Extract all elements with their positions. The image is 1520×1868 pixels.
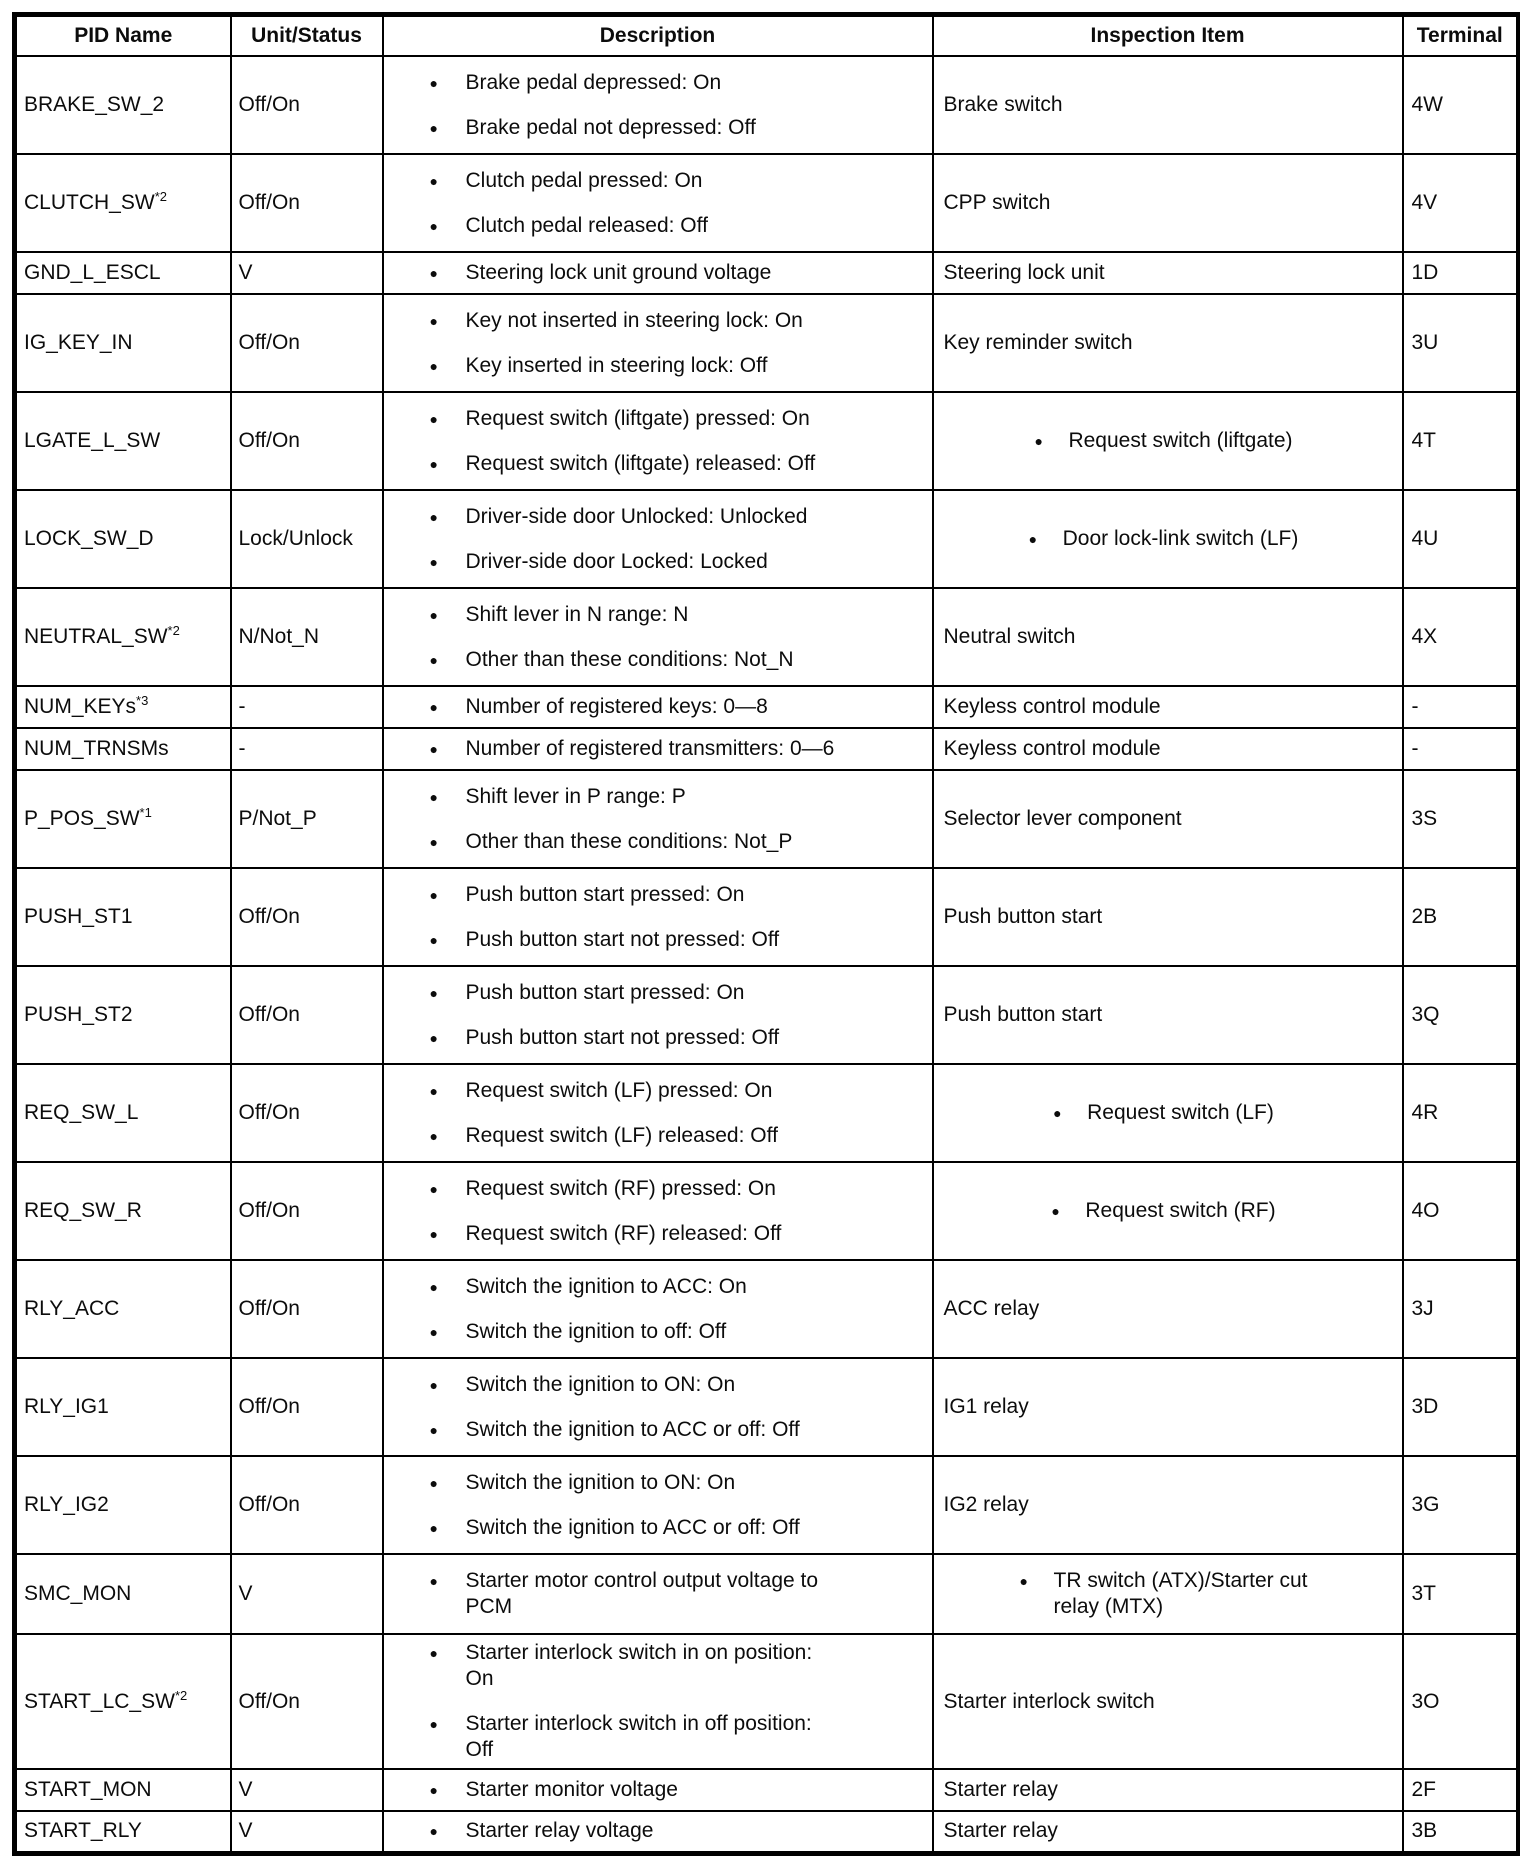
inspection-cell: Push button start <box>933 868 1403 966</box>
bullet-text: Switch the ignition to ON: On <box>465 1470 736 1494</box>
inspection-bullet-block <box>934 1568 1394 1620</box>
unit-status-cell: - <box>231 686 383 728</box>
bullet-icon: ● <box>1053 1105 1062 1121</box>
inspection-cell <box>933 1162 1403 1260</box>
bullet-icon: ● <box>429 357 438 374</box>
bullet-icon: ● <box>429 455 438 472</box>
table-row <box>15 392 1519 490</box>
terminal-cell: 3D <box>1403 1358 1519 1456</box>
col-header-description: Description <box>383 15 933 57</box>
table-row <box>15 770 1519 868</box>
bullet-item <box>430 504 924 530</box>
table-row <box>15 1456 1519 1554</box>
bullet-item <box>430 451 924 477</box>
bullet-item <box>430 1711 924 1763</box>
bullet-text: Request switch (RF) released: Off <box>465 1221 782 1245</box>
bullet-text: Key inserted in steering lock: Off <box>465 353 768 377</box>
bullet-text: Number of registered keys: 0—8 <box>465 695 768 718</box>
bullet-icon: ● <box>429 217 438 234</box>
pid-cell <box>15 1358 231 1456</box>
bullet-item <box>430 784 924 810</box>
bullet-item <box>430 1176 924 1202</box>
bullet-text: Clutch pedal released: Off <box>465 213 708 237</box>
pid-text: PUSH_ST2 <box>24 1003 133 1026</box>
bullet-text: Push button start pressed: On <box>465 882 745 906</box>
pid-cell <box>15 1456 231 1554</box>
unit-status-cell: Off/On <box>231 966 383 1064</box>
inspection-bullet-block <box>934 1198 1394 1224</box>
description-cell <box>383 1769 933 1811</box>
terminal-cell: 3T <box>1403 1554 1519 1634</box>
unit-status-cell: V <box>231 1769 383 1811</box>
table-row <box>15 1769 1519 1811</box>
inspection-cell: Starter relay <box>933 1811 1403 1853</box>
table-row <box>15 1162 1519 1260</box>
unit-status-cell: V <box>231 1811 383 1853</box>
bullet-item <box>430 602 924 628</box>
table-row <box>15 686 1519 728</box>
description-cell <box>383 868 933 966</box>
col-header-inspection-item: Inspection Item <box>933 15 1403 57</box>
inspection-cell: Keyless control module <box>933 686 1403 728</box>
pid-superscript: *2 <box>174 1687 188 1703</box>
pid-cell <box>15 966 231 1064</box>
unit-status-cell: Off/On <box>231 868 383 966</box>
pid-superscript: *2 <box>154 189 167 204</box>
inspection-cell: Starter relay <box>933 1769 1403 1811</box>
terminal-cell: - <box>1403 728 1519 770</box>
pid-superscript: *2 <box>167 623 180 638</box>
bullet-item <box>430 1274 924 1300</box>
pid-text: RLY_IG1 <box>24 1395 109 1418</box>
pid-text: LGATE_L_SW <box>24 429 161 452</box>
pid-text: REQ_SW_L <box>24 1101 139 1124</box>
bullet-text: Request switch (LF) <box>1087 1101 1274 1124</box>
pid-superscript: *1 <box>139 805 152 820</box>
bullet-icon: ● <box>429 788 438 805</box>
table-row <box>15 868 1519 966</box>
bullet-text: Key not inserted in steering lock: On <box>465 308 803 332</box>
bullet-icon: ● <box>429 699 438 715</box>
bullet-item <box>430 1568 924 1620</box>
table-row <box>15 1260 1519 1358</box>
bullet-item <box>430 549 924 575</box>
bullet-item <box>430 308 924 334</box>
bullet-text: Brake pedal not depressed: Off <box>465 115 756 139</box>
unit-status-cell: Off/On <box>231 1358 383 1456</box>
bullet-item <box>430 1818 924 1844</box>
col-header-pid-name: PID Name <box>15 15 231 57</box>
description-cell <box>383 56 933 154</box>
bullet-text: Starter monitor voltage <box>465 1778 678 1801</box>
bullet-icon: ● <box>429 1127 438 1144</box>
bullet-icon: ● <box>429 1474 438 1491</box>
pid-cell <box>15 294 231 392</box>
bullet-item <box>430 1025 924 1051</box>
bullet-text: Shift lever in N range: N <box>465 602 689 626</box>
pid-cell <box>15 1769 231 1811</box>
inspection-cell: IG1 relay <box>933 1358 1403 1456</box>
table-row <box>15 154 1519 252</box>
pid-text: PUSH_ST1 <box>24 905 133 928</box>
terminal-cell: 3O <box>1403 1634 1519 1769</box>
bullet-icon: ● <box>429 410 438 427</box>
inspection-cell <box>933 1554 1403 1634</box>
pid-text: REQ_SW_R <box>24 1199 142 1222</box>
bullet-icon: ● <box>429 984 438 1001</box>
inspection-bullet-block <box>934 428 1394 454</box>
bullet-icon: ● <box>429 1180 438 1197</box>
inspection-cell: Push button start <box>933 966 1403 1064</box>
pid-cell <box>15 1811 231 1853</box>
bullet-icon: ● <box>429 553 438 570</box>
inspection-cell <box>933 1064 1403 1162</box>
bullet-icon: ● <box>429 1225 438 1242</box>
col-header-terminal: Terminal <box>1403 15 1519 57</box>
description-cell <box>383 1162 933 1260</box>
bullet-text: Request switch (LF) pressed: On <box>465 1078 773 1102</box>
terminal-cell: 3G <box>1403 1456 1519 1554</box>
pid-text: RLY_IG2 <box>24 1493 109 1516</box>
unit-status-cell: Off/On <box>231 1634 383 1769</box>
bullet-icon: ● <box>429 1082 438 1099</box>
pid-text: NUM_KEYs <box>24 695 137 718</box>
bullet-text: Push button start not pressed: Off <box>465 927 780 951</box>
unit-status-cell: - <box>231 728 383 770</box>
inspection-cell <box>933 392 1403 490</box>
table-row <box>15 1358 1519 1456</box>
bullet-item <box>430 1515 924 1541</box>
bullet-text: Starter relay voltage <box>465 1819 654 1843</box>
description-cell <box>383 1358 933 1456</box>
bullet-text: Switch the ignition to ON: On <box>465 1372 736 1396</box>
bullet-icon: ● <box>429 1519 438 1536</box>
description-cell <box>383 1634 933 1769</box>
bullet-item <box>430 927 924 953</box>
pid-cell <box>15 252 231 294</box>
bullet-item <box>430 406 924 432</box>
table-row <box>15 728 1519 770</box>
terminal-cell: 4U <box>1403 490 1519 588</box>
pid-cell <box>15 1634 231 1769</box>
bullet-item <box>430 213 924 239</box>
inspection-cell: Neutral switch <box>933 588 1403 686</box>
bullet-text: Switch the ignition to off: Off <box>465 1319 727 1343</box>
bullet-item <box>430 1123 924 1149</box>
pid-text: GND_L_ESCL <box>24 261 161 284</box>
unit-status-cell: Off/On <box>231 392 383 490</box>
bullet-text: Switch the ignition to ACC or off: Off <box>465 1515 800 1539</box>
bullet-icon: ● <box>1019 1573 1028 1589</box>
inspection-bullet-block <box>934 1100 1394 1126</box>
pid-text: NEUTRAL_SW <box>24 625 168 648</box>
inspection-bullet-block <box>934 526 1394 552</box>
description-cell <box>383 728 933 770</box>
table-header <box>15 15 1519 57</box>
bullet-item <box>430 647 924 673</box>
pid-text: CLUTCH_SW <box>24 191 155 214</box>
bullet-text: Request switch (LF) released: Off <box>465 1123 778 1147</box>
unit-status-cell: P/Not_P <box>231 770 383 868</box>
pid-cell <box>15 686 231 728</box>
bullet-text: Push button start pressed: On <box>465 980 745 1004</box>
bullet-item <box>430 260 924 286</box>
terminal-cell: 4R <box>1403 1064 1519 1162</box>
description-cell <box>383 686 933 728</box>
bullet-icon: ● <box>429 1573 438 1589</box>
pid-text: RLY_ACC <box>24 1297 120 1320</box>
inspection-cell: Brake switch <box>933 56 1403 154</box>
bullet-icon: ● <box>429 833 438 850</box>
table-row <box>15 1634 1519 1769</box>
description-cell <box>383 294 933 392</box>
terminal-cell: 4O <box>1403 1162 1519 1260</box>
pid-cell <box>15 770 231 868</box>
unit-status-cell: Lock/Unlock <box>231 490 383 588</box>
bullet-icon: ● <box>429 265 438 281</box>
bullet-item <box>1053 1100 1274 1126</box>
bullet-item <box>430 882 924 908</box>
description-cell <box>383 154 933 252</box>
pid-cell <box>15 392 231 490</box>
bullet-item <box>1029 526 1299 552</box>
pid-cell <box>15 56 231 154</box>
unit-status-cell: Off/On <box>231 1162 383 1260</box>
table-row <box>15 294 1519 392</box>
bullet-item <box>430 1470 924 1496</box>
bullet-text: Steering lock unit ground voltage <box>465 261 772 284</box>
pid-cell <box>15 1064 231 1162</box>
bullet-text: Number of registered transmitters: 0—6 <box>465 737 835 760</box>
pid-text: LOCK_SW_D <box>24 527 154 550</box>
pid-cell <box>15 868 231 966</box>
terminal-cell: 4T <box>1403 392 1519 490</box>
bullet-item <box>430 70 924 96</box>
terminal-cell: 4W <box>1403 56 1519 154</box>
bullet-icon: ● <box>429 1716 438 1732</box>
terminal-cell: 3S <box>1403 770 1519 868</box>
pid-text: NUM_TRNSMs <box>24 737 169 760</box>
pid-text: SMC_MON <box>24 1582 132 1605</box>
description-cell <box>383 1554 933 1634</box>
bullet-item <box>430 1372 924 1398</box>
bullet-icon: ● <box>429 312 438 329</box>
bullet-text: Push button start not pressed: Off <box>465 1025 780 1049</box>
bullet-icon: ● <box>429 172 438 189</box>
bullet-item <box>1020 1568 1308 1620</box>
bullet-text: Switch the ignition to ACC or off: Off <box>465 1417 800 1441</box>
unit-status-cell: V <box>231 1554 383 1634</box>
bullet-item <box>430 1078 924 1104</box>
unit-status-cell: Off/On <box>231 1456 383 1554</box>
pid-cell <box>15 1260 231 1358</box>
bullet-icon: ● <box>429 886 438 903</box>
bullet-item <box>1034 428 1292 454</box>
unit-status-cell: Off/On <box>231 1260 383 1358</box>
terminal-cell: 1D <box>1403 252 1519 294</box>
description-cell <box>383 490 933 588</box>
terminal-cell: 4X <box>1403 588 1519 686</box>
inspection-cell: IG2 relay <box>933 1456 1403 1554</box>
bullet-item <box>1051 1198 1275 1224</box>
inspection-cell: Keyless control module <box>933 728 1403 770</box>
table-row <box>15 1554 1519 1634</box>
bullet-item <box>430 1777 924 1803</box>
unit-status-cell: Off/On <box>231 1064 383 1162</box>
bullet-text: Other than these conditions: Not_P <box>465 829 793 853</box>
unit-status-cell: Off/On <box>231 154 383 252</box>
terminal-cell: 2F <box>1403 1769 1519 1811</box>
bullet-text: Request switch (RF) <box>1085 1199 1276 1222</box>
bullet-icon: ● <box>1034 433 1043 449</box>
pid-text: P_POS_SW <box>24 807 140 830</box>
table-row <box>15 1811 1519 1853</box>
bullet-text: Switch the ignition to ACC: On <box>465 1274 747 1298</box>
table-row <box>15 252 1519 294</box>
bullet-text: Request switch (liftgate) released: Off <box>465 451 816 475</box>
description-cell <box>383 588 933 686</box>
table-row <box>15 588 1519 686</box>
inspection-cell: CPP switch <box>933 154 1403 252</box>
unit-status-cell: Off/On <box>231 56 383 154</box>
pid-cell <box>15 728 231 770</box>
pid-cell <box>15 1554 231 1634</box>
bullet-item <box>430 1319 924 1345</box>
terminal-cell: 2B <box>1403 868 1519 966</box>
bullet-icon: ● <box>429 651 438 668</box>
bullet-text: Starter motor control output voltage to PCM <box>465 1569 819 1618</box>
terminal-cell: - <box>1403 686 1519 728</box>
pid-cell <box>15 154 231 252</box>
inspection-cell: Starter interlock switch <box>933 1634 1403 1769</box>
bullet-item <box>430 1417 924 1443</box>
table-row <box>15 490 1519 588</box>
pid-cell <box>15 490 231 588</box>
terminal-cell: 4V <box>1403 154 1519 252</box>
bullet-item <box>430 1640 924 1692</box>
bullet-icon: ● <box>429 1278 438 1295</box>
col-header-unit-status: Unit/Status <box>231 15 383 57</box>
description-cell <box>383 770 933 868</box>
bullet-icon: ● <box>1028 531 1038 547</box>
description-cell <box>383 1260 933 1358</box>
bullet-item <box>430 980 924 1006</box>
bullet-item <box>430 1221 924 1247</box>
description-cell <box>383 252 933 294</box>
bullet-icon: ● <box>429 1823 438 1840</box>
header-row <box>15 15 1519 57</box>
pid-text: START_RLY <box>24 1819 142 1843</box>
pid-text: BRAKE_SW_2 <box>24 93 165 116</box>
description-cell <box>383 1456 933 1554</box>
bullet-text: Starter interlock switch in on position: On <box>465 1641 813 1690</box>
pid-superscript: *3 <box>136 693 149 708</box>
inspection-cell: ACC relay <box>933 1260 1403 1358</box>
inspection-cell: Selector lever component <box>933 770 1403 868</box>
bullet-text: Door lock-link switch (LF) <box>1062 527 1299 550</box>
description-cell <box>383 1811 933 1853</box>
table-row <box>15 56 1519 154</box>
inspection-cell <box>933 490 1403 588</box>
bullet-icon: ● <box>1051 1203 1060 1219</box>
terminal-cell: 3B <box>1403 1811 1519 1853</box>
bullet-text: Starter interlock switch in off position: Off <box>465 1712 812 1761</box>
bullet-item <box>430 168 924 194</box>
unit-status-cell: V <box>231 252 383 294</box>
bullet-icon: ● <box>429 1421 438 1438</box>
bullet-icon: ● <box>429 1376 438 1393</box>
pid-cell <box>15 1162 231 1260</box>
description-cell <box>383 966 933 1064</box>
bullet-icon: ● <box>429 1782 438 1798</box>
description-cell <box>383 392 933 490</box>
bullet-item <box>430 115 924 141</box>
unit-status-cell: N/Not_N <box>231 588 383 686</box>
bullet-icon: ● <box>429 606 438 623</box>
bullet-text: Clutch pedal pressed: On <box>465 168 703 192</box>
bullet-icon: ● <box>429 119 438 136</box>
bullet-text: Request switch (liftgate) <box>1068 429 1293 452</box>
bullet-text: TR switch (ATX)/Starter cut relay (MTX) <box>1053 1569 1308 1618</box>
table-row <box>15 1064 1519 1162</box>
bullet-text: Other than these conditions: Not_N <box>465 647 794 671</box>
bullet-icon: ● <box>429 74 438 91</box>
table-body <box>15 56 1519 1853</box>
pid-text: START_LC_SW <box>24 1689 175 1713</box>
inspection-cell: Key reminder switch <box>933 294 1403 392</box>
bullet-text: Driver-side door Locked: Locked <box>465 549 768 573</box>
unit-status-cell: Off/On <box>231 294 383 392</box>
bullet-text: Request switch (RF) pressed: On <box>465 1176 776 1200</box>
description-cell <box>383 1064 933 1162</box>
table-row <box>15 966 1519 1064</box>
bullet-text: Driver-side door Unlocked: Unlocked <box>465 504 808 528</box>
pid-text: IG_KEY_IN <box>24 331 133 354</box>
bullet-text: Shift lever in P range: P <box>465 784 686 808</box>
bullet-item <box>430 353 924 379</box>
pid-cell <box>15 588 231 686</box>
bullet-icon: ● <box>429 1029 438 1046</box>
bullet-text: Brake pedal depressed: On <box>465 70 722 94</box>
bullet-icon: ● <box>429 931 438 948</box>
bullet-icon: ● <box>429 508 438 525</box>
bullet-icon: ● <box>429 1323 438 1340</box>
bullet-item <box>430 694 924 720</box>
terminal-cell: 3Q <box>1403 966 1519 1064</box>
bullet-item <box>430 736 924 762</box>
terminal-cell: 3U <box>1403 294 1519 392</box>
bullet-icon: ● <box>429 1645 438 1661</box>
bullet-icon: ● <box>429 741 438 757</box>
bullet-item <box>430 829 924 855</box>
pid-monitor-table <box>12 12 1520 1856</box>
inspection-cell: Steering lock unit <box>933 252 1403 294</box>
pid-text: START_MON <box>24 1778 152 1801</box>
bullet-text: Request switch (liftgate) pressed: On <box>465 406 810 430</box>
terminal-cell: 3J <box>1403 1260 1519 1358</box>
